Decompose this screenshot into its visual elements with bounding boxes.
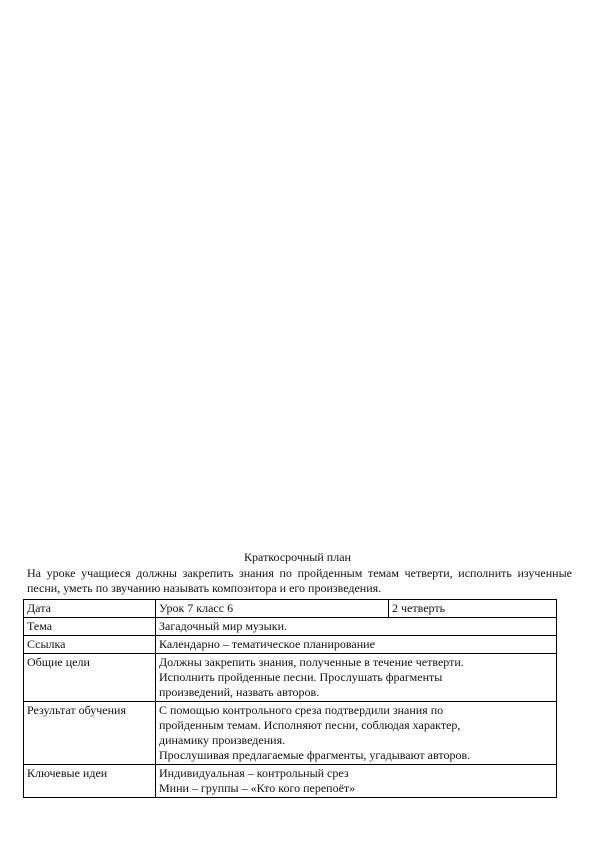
row-line: Должны закрепить знания, полученные в течение четверти. bbox=[159, 655, 464, 669]
lesson-info: Урок 7 класс 6 bbox=[156, 600, 389, 618]
row-line: С помощью контрольного среза подтвердили знания по bbox=[159, 703, 444, 717]
row-line: пройденным темам. Исполняют песни, соблюдая характер, bbox=[159, 718, 461, 732]
row-line: Индивидуальная – контрольный срез bbox=[159, 766, 349, 780]
intro-paragraph: На уроке учащиеся должны закрепить знания по пройденным темам четверти, исполнить изученные песни, уметь по звучанию называть композитора и его произведения. bbox=[27, 566, 572, 595]
lesson-plan-table bbox=[23, 599, 557, 798]
row-line: Календарно – тематическое планирование bbox=[159, 637, 375, 651]
row-value bbox=[156, 636, 557, 654]
row-line: Загадочный мир музыки. bbox=[159, 619, 287, 633]
row-line: динамику произведения. bbox=[159, 733, 286, 747]
row-line: Мини – группы – «Кто кого перепоёт» bbox=[159, 781, 356, 795]
row-label: Общие цели bbox=[24, 654, 156, 702]
row-line: Прослушивая предлагаемые фрагменты, угадывают авторов. bbox=[159, 748, 471, 762]
row-line: Исполнить пройденные песни. Прослушать фрагменты bbox=[159, 670, 443, 684]
row-label: Результат обучения bbox=[24, 702, 156, 765]
table-row-key-ideas bbox=[24, 765, 557, 798]
row-line: произведений, назвать авторов. bbox=[159, 685, 320, 699]
row-value bbox=[156, 654, 557, 702]
row-label: Тема bbox=[24, 618, 156, 636]
table-row-reference bbox=[24, 636, 557, 654]
row-label: Ссылка bbox=[24, 636, 156, 654]
row-label: Ключевые идеи bbox=[24, 765, 156, 798]
table-row-results bbox=[24, 702, 557, 765]
table-row-topic bbox=[24, 618, 557, 636]
row-value bbox=[156, 618, 557, 636]
date-label: Дата bbox=[24, 600, 156, 618]
quarter-info: 2 четверть bbox=[389, 600, 557, 618]
document-title: Краткосрочный план bbox=[244, 550, 351, 564]
table-row-date bbox=[24, 600, 557, 618]
row-value bbox=[156, 765, 557, 798]
table-row-goals bbox=[24, 654, 557, 702]
row-value bbox=[156, 702, 557, 765]
